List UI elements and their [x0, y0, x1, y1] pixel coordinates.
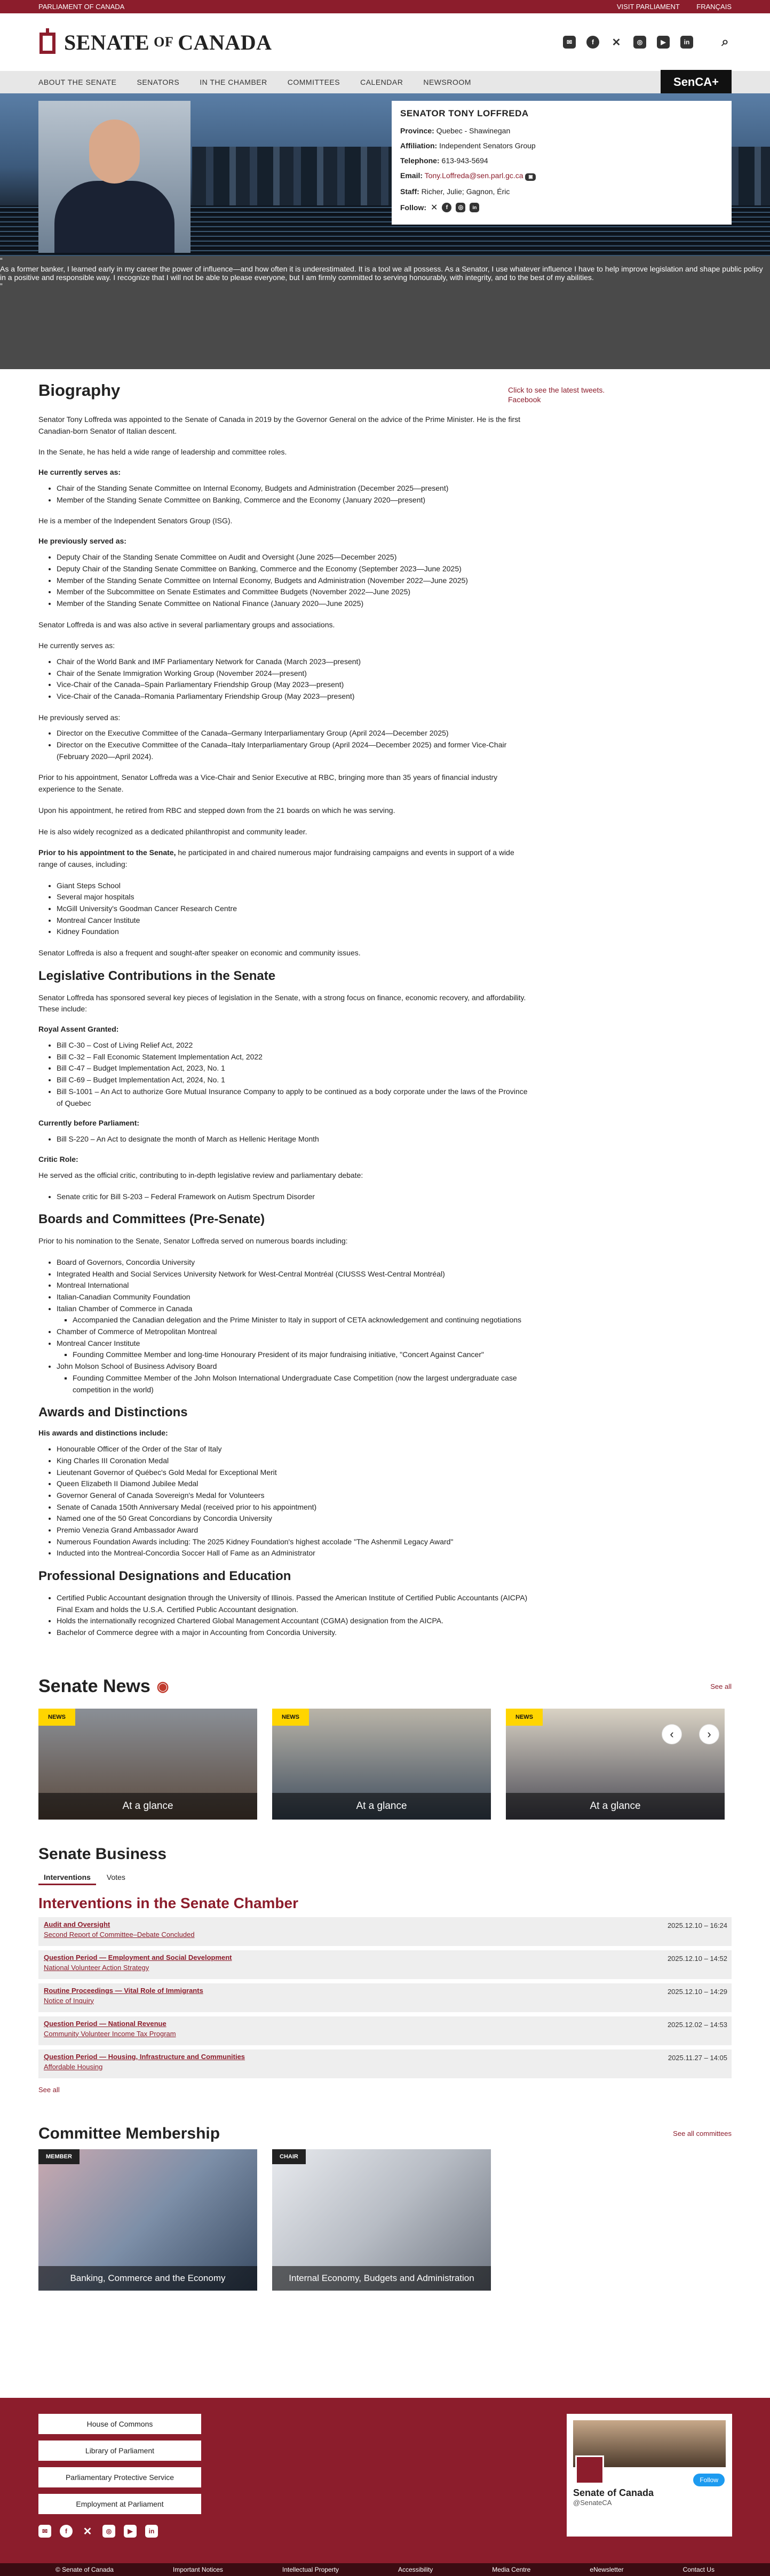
list-item: • Vice-Chair of the Canada–Romania Parliamentary Friendship Group (May 2023—present) — [57, 691, 529, 703]
biography-content — [0, 381, 770, 1639]
boards-heading: Boards and Committees (Pre-Senate) — [38, 1212, 265, 1227]
intervention-title[interactable]: Question Period — National Revenue — [44, 2019, 166, 2028]
news-tag: NEWS — [272, 1709, 309, 1726]
senator-hero — [0, 93, 770, 256]
follow-linkedin-icon[interactable]: in — [470, 203, 479, 212]
footer-link-protective-service[interactable]: Parliamentary Protective Service — [38, 2467, 201, 2487]
twitter-follow-button[interactable]: Follow — [693, 2474, 725, 2486]
list-item: • Inducted into the Montreal-Concordia Soccer Hall of Fame as an Administrator — [57, 1548, 529, 1559]
news-caption: At a glance — [272, 1793, 491, 1820]
instagram-icon[interactable]: ◎ — [633, 36, 646, 49]
youtube-icon[interactable]: ▶ — [657, 36, 670, 49]
intervention-row[interactable] — [38, 2049, 732, 2078]
list-item — [57, 1303, 529, 1326]
committee-card[interactable] — [272, 2149, 491, 2291]
list-item: • Giant Steps School — [57, 880, 529, 892]
royal-assent-list — [57, 1040, 529, 1109]
email-label: Email: — [400, 171, 423, 180]
twitter-name: Senate of Canada — [573, 2487, 654, 2498]
list-item: • Member of the Standing Senate Committee on Internal Economy, Budgets and Administration (November 2022—June 2025) — [57, 575, 529, 587]
list-item: • Senate critic for Bill S-203 – Federal Framework on Autism Spectrum Disorder — [57, 1191, 529, 1203]
intervention-row[interactable] — [38, 1950, 732, 1979]
header-social-links — [563, 36, 732, 49]
intervention-subtitle[interactable]: Community Volunteer Income Tax Program — [44, 2029, 176, 2038]
interventions-title: Interventions in the Senate Chamber — [38, 1894, 298, 1911]
committee-caption: Banking, Commerce and the Economy — [38, 2266, 257, 2291]
list-item: • Chair of the Senate Immigration Working Group (November 2024—present) — [57, 668, 529, 680]
list-item — [57, 1361, 529, 1395]
intervention-subtitle[interactable]: Notice of Inquiry — [44, 1996, 94, 2005]
before-parliament-heading: Currently before Parliament: — [38, 1119, 140, 1128]
social-sidebar — [508, 385, 605, 404]
news-caption: At a glance — [38, 1793, 257, 1820]
list-item: • Deputy Chair of the Standing Senate Committee on Banking, Commerce and the Economy (September 2023—June 2025) — [57, 563, 529, 575]
nav-senators[interactable]: SENATORS — [137, 78, 180, 86]
intervention-subtitle[interactable]: Second Report of Committee–Debate Concluded — [44, 1930, 195, 1939]
sub-list-item: ▪ Founding Committee Member of the John Molson International Undergraduate Case Competition (now the largest undergraduate case competition in the world) — [73, 1373, 529, 1395]
senator-quote — [0, 256, 770, 369]
province-label: Province: — [400, 126, 434, 135]
copyright-text: © Senate of Canada — [55, 2566, 114, 2573]
committee-role-tag: MEMBER — [38, 2149, 80, 2164]
visit-parliament-link[interactable]: VISIT PARLIAMENT — [616, 3, 680, 11]
footer-linkedin-icon[interactable]: in — [145, 2525, 158, 2538]
list-item: • Lieutenant Governor of Québec's Gold Medal for Exceptional Merit — [57, 1467, 529, 1479]
groups-current-list — [57, 656, 529, 703]
contact-us-link[interactable]: Contact Us — [682, 2566, 715, 2573]
list-item: • Bill S-1001 – An Act to authorize Gore Mutual Insurance Company to apply to be continued as a body corporate under the laws of the Province of Quebec — [57, 1086, 529, 1109]
province-value: Quebec - Shawinegan — [436, 126, 511, 135]
intervention-subtitle[interactable]: Affordable Housing — [44, 2062, 103, 2071]
twitter-profile-card[interactable] — [567, 2414, 732, 2537]
sub-list-item: ▪ Founding Committee Member and long-time Honourary President of its major fundraising initiative, "Concert Against Cancer" — [73, 1349, 529, 1361]
list-item: • Governor General of Canada Sovereign's Medal for Volunteers — [57, 1490, 529, 1502]
search-icon[interactable]: ⌕ — [721, 35, 729, 49]
committees-see-all-link[interactable]: See all committees — [673, 2130, 732, 2138]
logo-of-text: OF — [154, 34, 174, 50]
list-item: • Director on the Executive Committee of the Canada–Italy Interparliamentary Group (April 2024—December 2025) and former Vice-Chair (February 2020—April 2024). — [57, 739, 529, 762]
list-item: • Premio Venezia Grand Ambassador Award — [57, 1525, 529, 1536]
awards-list — [57, 1443, 529, 1559]
committee-membership-title: Committee Membership — [38, 2124, 220, 2142]
affiliation-label: Affiliation: — [400, 141, 438, 150]
committee-caption: Internal Economy, Budgets and Administration — [272, 2266, 491, 2291]
intellectual-property-link[interactable]: Intellectual Property — [282, 2566, 339, 2573]
facebook-icon[interactable]: f — [586, 36, 599, 49]
list-item: • Italian-Canadian Community Foundation — [57, 1291, 529, 1303]
committee-card[interactable] — [38, 2149, 257, 2291]
nav-chamber[interactable]: IN THE CHAMBER — [200, 78, 267, 86]
nav-about[interactable]: ABOUT THE SENATE — [38, 78, 117, 86]
quote-text: As a former banker, I learned early in my career the power of influence—and how often it is underestimated. It is a tool we all possess. As a Senator, I use whatever influence I have to help improve legislation and shape public policy in a positive and responsible way. I recognize that I will not be able to please everyone, but I am firmly committed to serving honourably, with integrity, and to the best of my abilities. — [0, 265, 763, 282]
footer-instagram-icon[interactable]: ◎ — [102, 2525, 115, 2538]
awards-heading: Awards and Distinctions — [38, 1405, 188, 1420]
x-icon[interactable]: ✕ — [612, 36, 621, 49]
intervention-row[interactable] — [38, 2016, 732, 2045]
bio-paragraph: Prior to his appointment, Senator Loffreda was a Vice-Chair and Senior Executive at RBC, bringing more than 35 years of financial industry experience to the Senate. — [38, 773, 498, 794]
news-card[interactable] — [506, 1709, 725, 1820]
news-card[interactable] — [38, 1709, 257, 1820]
list-item: • Bill C-47 – Budget Implementation Act, 2023, No. 1 — [57, 1063, 529, 1074]
legislative-intro: Senator Loffreda has sponsored several key pieces of legislation in the Senate, with a strong focus on finance, economic recovery, and affordability. These include: — [38, 993, 526, 1014]
list-item: • Senate of Canada 150th Anniversary Medal (received prior to his appointment) — [57, 1502, 529, 1513]
rss-icon[interactable]: ◉ — [156, 1678, 169, 1694]
bio-paragraph: He is also widely recognized as a dedicated philanthropist and community leader. — [38, 827, 307, 836]
groups-previous-heading: He previously served as: — [38, 713, 121, 722]
bottom-bar — [0, 2563, 770, 2576]
footer-youtube-icon[interactable]: ▶ — [124, 2525, 137, 2538]
groups-current-heading: He currently serves as: — [38, 641, 115, 650]
intervention-date: 2025.11.27 – 14:05 — [668, 2053, 727, 2062]
telephone-label: Telephone: — [400, 156, 440, 165]
list-item: • Numerous Foundation Awards including: The 2025 Kidney Foundation's highest accolade "The Ashenmil Legacy Award" — [57, 1536, 529, 1548]
list-item-text: Montreal Cancer Institute — [57, 1338, 140, 1347]
follow-label: Follow: — [400, 203, 426, 212]
bio-paragraph: In the Senate, he has held a wide range of leadership and committee roles. — [38, 448, 287, 457]
open-quote-icon: “ — [0, 256, 3, 265]
legislative-heading: Legislative Contributions in the Senate — [38, 968, 276, 983]
bio-paragraph: Upon his appointment, he retired from RBC and stepped down from the 21 boards on which he was serving. — [38, 806, 395, 815]
list-item: • Member of the Standing Senate Committee on National Finance (January 2020—June 2025) — [57, 598, 529, 610]
footer-email-icon[interactable]: ✉ — [38, 2525, 51, 2538]
committee-membership-section — [0, 2125, 770, 2291]
list-item-text: John Molson School of Business Advisory Board — [57, 1362, 217, 1371]
senate-crest-icon — [38, 28, 57, 56]
list-item: • Chair of the Standing Senate Committee on Internal Economy, Budgets and Administration (December 2025—present) — [57, 483, 529, 495]
main-nav — [0, 71, 770, 93]
footer-link-house-of-commons[interactable]: House of Commons — [38, 2414, 201, 2434]
twitter-handle: @SenateCA — [573, 2499, 612, 2507]
list-item: • Bill S-220 – An Act to designate the month of March as Hellenic Heritage Month — [57, 1134, 529, 1145]
critic-paragraph: He served as the official critic, contributing to in-depth legislative review and parliamentary debate: — [38, 1170, 363, 1179]
footer-link-library[interactable]: Library of Parliament — [38, 2441, 201, 2461]
news-see-all-link[interactable]: See all — [710, 1682, 732, 1690]
bio-paragraph: He is a member of the Independent Senators Group (ISG). — [38, 516, 233, 525]
parliament-top-bar — [0, 0, 770, 13]
list-item: • Queen Elizabeth II Diamond Jubilee Medal — [57, 1478, 529, 1490]
list-item: • Board of Governors, Concordia University — [57, 1257, 529, 1269]
news-next-arrow-icon[interactable]: › — [699, 1724, 719, 1744]
senate-news-title: Senate News — [38, 1676, 150, 1696]
list-item: • Honourable Officer of the Order of the Star of Italy — [57, 1443, 529, 1455]
critic-list — [57, 1191, 529, 1203]
before-parliament-list — [57, 1134, 529, 1145]
enewsletter-link[interactable]: eNewsletter — [590, 2566, 624, 2573]
list-item: • Named one of the 50 Great Concordians by Concordia University — [57, 1513, 529, 1525]
professional-heading: Professional Designations and Education — [38, 1569, 291, 1584]
footer-facebook-icon[interactable]: f — [60, 2525, 73, 2538]
nav-committees[interactable]: COMMITTEES — [287, 78, 340, 86]
list-item: • Certified Public Accountant designation through the University of Illinois. Passed the American Institute of Certified Public Accountants (AICPA) Final Exam and holds the U.S.A. Certified Public Accountant designation. — [57, 1592, 529, 1615]
media-centre-link[interactable]: Media Centre — [492, 2566, 531, 2573]
previous-roles-list — [57, 552, 529, 609]
list-item: • Montreal International — [57, 1280, 529, 1291]
list-item: • Several major hospitals — [57, 891, 529, 903]
business-see-all-link[interactable]: See all — [38, 2085, 60, 2094]
twitter-avatar — [575, 2455, 604, 2484]
news-card[interactable] — [272, 1709, 491, 1820]
news-tag: NEWS — [38, 1709, 75, 1726]
senca-plus-button[interactable]: SenCA+ — [661, 70, 732, 94]
tweets-link[interactable]: Click to see the latest tweets. — [508, 386, 605, 394]
follow-facebook-icon[interactable]: f — [442, 203, 451, 212]
groups-previous-list — [57, 728, 529, 762]
list-item: • Bachelor of Commerce degree with a major in Accounting from Concordia University. — [57, 1627, 529, 1639]
bio-paragraph: Senator Tony Loffreda was appointed to the Senate of Canada in 2019 by the Governor General on the advice of the Prime Minister. He is the first Canadian-born Senator of Italian descent. — [38, 415, 521, 435]
sub-list-item: ▪ Accompanied the Canadian delegation and the Prime Minister to Italy in support of CETA acknowledgement and continuing negotiations — [73, 1314, 529, 1326]
senator-portrait — [38, 101, 190, 253]
business-tabs — [38, 1871, 732, 1885]
previous-roles-heading: He previously served as: — [38, 537, 126, 546]
intervention-subtitle[interactable]: National Volunteer Action Strategy — [44, 1963, 149, 1972]
site-header — [0, 13, 770, 71]
senate-logo[interactable] — [38, 28, 272, 56]
biography-title: Biography — [38, 381, 121, 400]
senator-name: SENATOR TONY LOFFREDA — [400, 108, 529, 118]
senate-news-section — [0, 1676, 770, 1820]
news-tag: NEWS — [506, 1709, 543, 1726]
email-link[interactable]: Tony.Loffreda@sen.parl.gc.ca — [424, 171, 523, 180]
causes-list — [57, 880, 529, 938]
bio-paragraph: Senator Loffreda is also a frequent and sought-after speaker on economic and community issues. — [38, 948, 361, 957]
telephone-value[interactable]: 613-943-5694 — [441, 156, 488, 165]
vcard-icon[interactable]: ▣ — [525, 173, 536, 181]
list-item: • Kidney Foundation — [57, 926, 529, 938]
important-notices-link[interactable]: Important Notices — [172, 2566, 223, 2573]
senate-business-title: Senate Business — [38, 1845, 167, 1863]
news-prev-arrow-icon[interactable]: ‹ — [662, 1724, 682, 1744]
close-quote-icon: ” — [0, 282, 3, 290]
intervention-title[interactable]: Question Period — Employment and Social Development — [44, 1953, 232, 1961]
intervention-row[interactable] — [38, 1983, 732, 2012]
footer-social-links — [38, 2525, 158, 2538]
critic-role-heading: Critic Role: — [38, 1154, 78, 1163]
email-icon[interactable]: ✉ — [563, 36, 576, 49]
list-item: • Member of the Subcommittee on Senate Estimates and Committee Budgets (November 2022—June 2025) — [57, 586, 529, 598]
awards-intro: His awards and distinctions include: — [38, 1429, 168, 1438]
royal-assent-heading: Royal Assent Granted: — [38, 1025, 119, 1034]
accessibility-link[interactable]: Accessibility — [398, 2566, 433, 2573]
list-item-text: Italian Chamber of Commerce in Canada — [57, 1304, 193, 1313]
footer-link-employment[interactable]: Employment at Parliament — [38, 2494, 201, 2514]
list-item: • Chamber of Commerce of Metropolitan Montreal — [57, 1326, 529, 1338]
boards-list — [57, 1257, 529, 1395]
bio-paragraph: Senator Loffreda is and was also active in several parliamentary groups and associations. — [38, 620, 335, 629]
current-roles-heading: He currently serves as: — [38, 468, 121, 477]
list-item: • Bill C-32 – Fall Economic Statement Implementation Act, 2022 — [57, 1051, 529, 1063]
list-item: • Director on the Executive Committee of the Canada–Germany Interparliamentary Group (April 2024—December 2025) — [57, 728, 529, 739]
prior-bold-text: Prior to his appointment to the Senate, — [38, 848, 176, 857]
intervention-date: 2025.12.02 – 14:53 — [667, 2020, 727, 2029]
follow-instagram-icon[interactable]: ◎ — [456, 203, 465, 212]
staff-label: Staff: — [400, 187, 419, 196]
linkedin-icon[interactable]: in — [680, 36, 693, 49]
list-item: • King Charles III Coronation Medal — [57, 1455, 529, 1467]
current-roles-list — [57, 483, 529, 506]
follow-x-icon[interactable]: ✕ — [431, 203, 438, 212]
intervention-title[interactable]: Routine Proceedings — Vital Role of Immigrants — [44, 1986, 203, 1995]
staff-value: Richer, Julie; Gagnon, Éric — [421, 187, 510, 196]
list-item: • Chair of the World Bank and IMF Parliamentary Network for Canada (March 2023—present) — [57, 656, 529, 668]
logo-senate-text: SENATE — [64, 30, 150, 54]
list-item: • Member of the Standing Senate Committee on Banking, Commerce and the Economy (January 2020—present) — [57, 495, 529, 506]
intervention-title[interactable]: Audit and Oversight — [44, 1920, 110, 1928]
prior-rest-text: he participated in and chaired numerous major fundraising campaigns and events in support of a wide range of causes, including: — [38, 848, 514, 868]
intervention-date: 2025.12.10 – 14:29 — [667, 1987, 727, 1996]
intervention-date: 2025.12.10 – 16:24 — [667, 1921, 727, 1929]
list-item: • Montreal Cancer Institute — [57, 915, 529, 927]
nav-calendar[interactable]: CALENDAR — [360, 78, 403, 86]
facebook-link[interactable]: Facebook — [508, 395, 541, 404]
site-footer — [0, 2398, 770, 2563]
list-item: • McGill University's Goodman Cancer Research Centre — [57, 903, 529, 915]
boards-intro: Prior to his nomination to the Senate, Senator Loffreda served on numerous boards including: — [38, 1237, 348, 1246]
intervention-row[interactable] — [38, 1917, 732, 1946]
logo-canada-text: CANADA — [178, 30, 272, 54]
list-item: • Bill C-69 – Budget Implementation Act, 2024, No. 1 — [57, 1074, 529, 1086]
list-item: • Bill C-30 – Cost of Living Relief Act, 2022 — [57, 1040, 529, 1051]
parliament-link[interactable]: PARLIAMENT OF CANADA — [38, 3, 125, 11]
nav-newsroom[interactable]: NEWSROOM — [423, 78, 471, 86]
list-item — [57, 1338, 529, 1361]
list-item: • Vice-Chair of the Canada–Spain Parliamentary Friendship Group (May 2023—present) — [57, 679, 529, 691]
committee-role-tag: CHAIR — [272, 2149, 306, 2164]
professional-list — [57, 1592, 529, 1639]
list-item: • Deputy Chair of the Standing Senate Committee on Audit and Oversight (June 2025—December 2025) — [57, 552, 529, 563]
bio-paragraph — [38, 847, 529, 870]
language-toggle-link[interactable]: FRANÇAIS — [696, 3, 732, 11]
list-item: • Integrated Health and Social Services University Network for West-Central Montréal (CIUSSS West-Central Montréal) — [57, 1269, 529, 1280]
tab-interventions[interactable]: Interventions — [38, 1871, 96, 1885]
list-item: • Holds the internationally recognized Chartered Global Management Accountant (CGMA) designation from the AICPA. — [57, 1615, 529, 1627]
senator-info-box — [392, 101, 732, 225]
tab-votes[interactable]: Votes — [106, 1872, 125, 1881]
affiliation-value: Independent Senators Group — [439, 141, 536, 150]
senate-business-section — [0, 1845, 770, 2094]
intervention-title[interactable]: Question Period — Housing, Infrastructure and Communities — [44, 2052, 245, 2061]
news-caption: At a glance — [506, 1793, 725, 1820]
footer-x-icon[interactable]: ✕ — [83, 2525, 92, 2538]
intervention-date: 2025.12.10 – 14:52 — [667, 1954, 727, 1963]
